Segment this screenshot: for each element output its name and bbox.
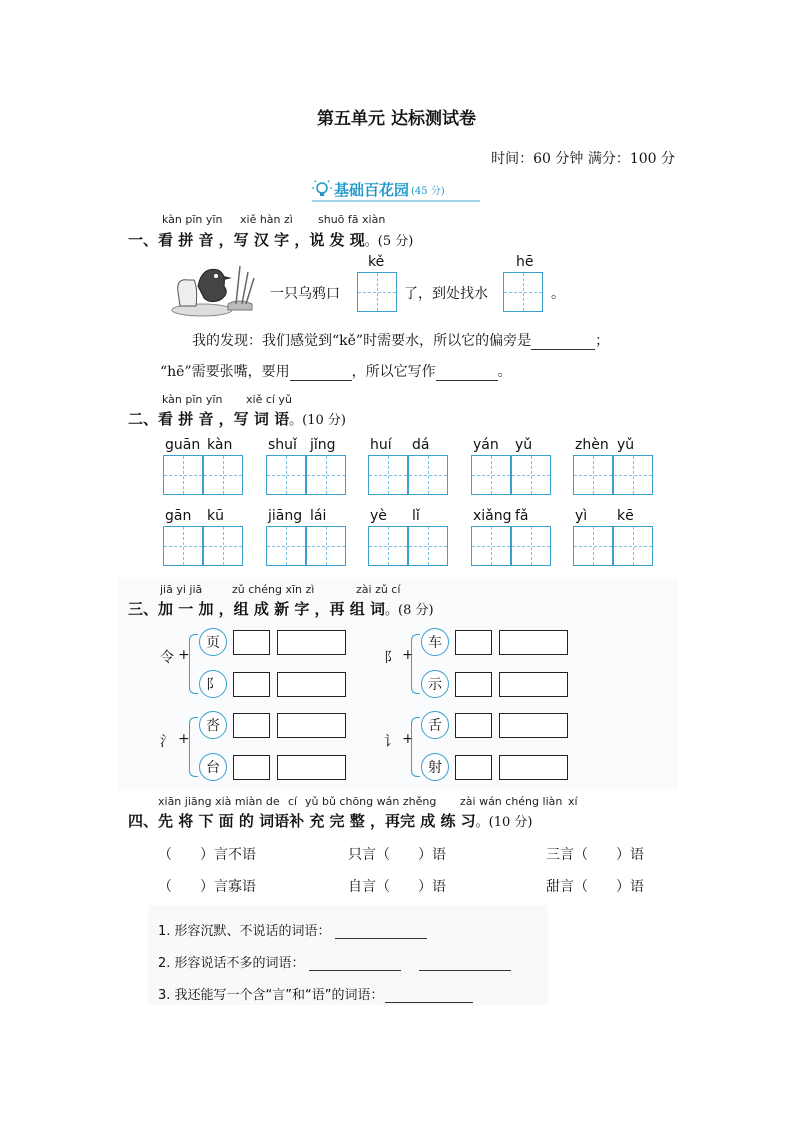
q4-idiom-2[interactable]: 只言（ ）语 bbox=[348, 847, 446, 863]
q2-pinyin-syllable: dá bbox=[412, 437, 430, 453]
q4-sub-2-blank-1[interactable] bbox=[309, 958, 401, 971]
q3-part-circle: 射 bbox=[421, 753, 449, 781]
q2-heading bbox=[128, 408, 346, 429]
q3-new-char-box[interactable] bbox=[233, 755, 270, 780]
q4-idiom-1[interactable]: （ ）言不语 bbox=[158, 847, 256, 863]
q1-discovery-1a: 我的发现：我们感觉到“kě”时需要水，所以它的偏旁是 bbox=[192, 333, 532, 349]
q3-part-circle: 舌 bbox=[421, 711, 449, 739]
banner-text: 基础百花园 bbox=[334, 180, 410, 199]
q1-discovery-2a: “hē”需要张嘴，要用 bbox=[160, 364, 290, 380]
q3-word-box[interactable] bbox=[499, 713, 568, 738]
q2-write-cell[interactable] bbox=[368, 455, 408, 495]
q1-label: 一、看 拼 音 ，写 汉 字 ，说 发 现 bbox=[128, 231, 365, 249]
q3-part-circle: 呇 bbox=[199, 711, 227, 739]
q3-word-box[interactable] bbox=[277, 672, 346, 697]
q3-heading bbox=[128, 598, 434, 619]
q2-write-cell[interactable] bbox=[613, 455, 653, 495]
q4-heading bbox=[128, 810, 533, 831]
q2-pinyin-syllable: jǐng bbox=[310, 437, 336, 453]
q3-part-circle: 阝 bbox=[199, 670, 227, 698]
q2-write-cell[interactable] bbox=[203, 455, 243, 495]
q4-sub-1 bbox=[158, 920, 427, 939]
q3-base-radical: 令 bbox=[160, 650, 174, 666]
q4-idiom-4[interactable]: （ ）言寡语 bbox=[158, 879, 256, 895]
q4-label: 四、先 将 下 面 的 词语补 充 完 整 ，再完 成 练 习 bbox=[128, 812, 476, 830]
q2-score: 。(10 分) bbox=[289, 413, 346, 428]
q2-pinyin-syllable: gān bbox=[165, 508, 192, 524]
q1-score: 。(5 分) bbox=[364, 234, 414, 249]
q3-word-box[interactable] bbox=[499, 755, 568, 780]
q3-plus-sign: + bbox=[178, 731, 190, 747]
crow-illustration bbox=[168, 258, 260, 320]
q4-sub-2-text: 2. 形容说话不多的词语： bbox=[158, 956, 305, 971]
q2-pinyin-syllable: zhèn bbox=[575, 437, 609, 453]
q2-write-cell[interactable] bbox=[266, 455, 306, 495]
banner-underline bbox=[312, 200, 480, 202]
q2-write-cell[interactable] bbox=[408, 526, 448, 566]
q3-plus-sign: + bbox=[402, 647, 414, 663]
q3-new-char-box[interactable] bbox=[233, 672, 270, 697]
q2-pinyin-syllable: kē bbox=[617, 508, 634, 524]
q3-new-char-box[interactable] bbox=[455, 630, 492, 655]
q3-new-char-box[interactable] bbox=[233, 713, 270, 738]
q1-pinyin-he: hē bbox=[516, 254, 534, 270]
q3-word-box[interactable] bbox=[277, 630, 346, 655]
q3-new-char-box[interactable] bbox=[455, 672, 492, 697]
q4-pinyin-4: zài wán chéng liàn bbox=[460, 795, 563, 808]
q4-idiom-5[interactable]: 自言（ ）语 bbox=[348, 879, 446, 895]
q1-sentence-a: 一只乌鸦口 bbox=[270, 286, 340, 302]
q2-pinyin-syllable: jiāng bbox=[268, 508, 303, 524]
q4-sub-1-blank[interactable] bbox=[335, 926, 427, 939]
q2-pinyin-syllable: yǔ bbox=[617, 437, 635, 453]
page-title: 第五单元 达标测试卷 bbox=[317, 109, 476, 129]
q2-write-cell[interactable] bbox=[163, 455, 203, 495]
q2-write-cell[interactable] bbox=[306, 455, 346, 495]
q4-idiom-3[interactable]: 三言（ ）语 bbox=[546, 847, 644, 863]
q2-pinyin-1: kàn pīn yīn bbox=[162, 393, 223, 406]
q2-pinyin-syllable: lǐ bbox=[412, 508, 420, 524]
q1-sentence-end: 。 bbox=[551, 286, 565, 302]
q2-pinyin-syllable: guān bbox=[165, 437, 201, 453]
q2-write-cell[interactable] bbox=[266, 526, 306, 566]
q3-base-radical: 氵 bbox=[160, 734, 174, 750]
q3-part-circle: 页 bbox=[199, 628, 227, 656]
q4-sub-1-text: 1. 形容沉默、不说话的词语： bbox=[158, 924, 331, 939]
q3-base-radical: 阝 bbox=[384, 650, 398, 666]
q3-brace bbox=[411, 634, 420, 694]
q3-brace bbox=[189, 634, 198, 694]
q4-sub-2 bbox=[158, 952, 511, 971]
q1-blank-radical[interactable] bbox=[531, 335, 595, 350]
q1-cell-he[interactable] bbox=[503, 272, 543, 312]
q2-write-cell[interactable] bbox=[203, 526, 243, 566]
q3-part-circle: 示 bbox=[421, 670, 449, 698]
q2-write-cell[interactable] bbox=[573, 455, 613, 495]
q2-write-cell[interactable] bbox=[368, 526, 408, 566]
q2-write-cell[interactable] bbox=[306, 526, 346, 566]
q1-blank-written[interactable] bbox=[436, 366, 498, 381]
q4-sub-3-blank[interactable] bbox=[385, 990, 473, 1003]
q1-pinyin-2: xiě hàn zì bbox=[240, 213, 293, 226]
q2-pinyin-syllable: shuǐ bbox=[268, 437, 297, 453]
q4-sub-3-text: 3. 我还能写一个含“言”和“语”的词语： bbox=[158, 988, 384, 1003]
q3-new-char-box[interactable] bbox=[233, 630, 270, 655]
q3-pinyin-1: jiā yi jiā bbox=[160, 583, 203, 596]
q3-new-char-box[interactable] bbox=[455, 755, 492, 780]
q2-pinyin-syllable: yǔ bbox=[515, 437, 533, 453]
q2-write-cell[interactable] bbox=[408, 455, 448, 495]
q4-pinyin-1: xiān jiāng xià miàn de bbox=[158, 795, 280, 808]
q2-pinyin-syllable: fǎ bbox=[515, 508, 529, 524]
q2-label: 二、看 拼 音 ，写 词 语 bbox=[128, 410, 290, 428]
q3-part-circle: 车 bbox=[421, 628, 449, 656]
q3-score: 。(8 分) bbox=[385, 603, 434, 618]
q1-cell-ke[interactable] bbox=[357, 272, 397, 312]
q1-discovery-2c: 。 bbox=[497, 364, 512, 380]
q2-pinyin-syllable: kū bbox=[207, 508, 224, 524]
q2-pinyin-syllable: yì bbox=[575, 508, 588, 524]
q1-discovery-1b: ； bbox=[595, 333, 610, 349]
q2-write-cell[interactable] bbox=[613, 526, 653, 566]
q3-base-radical: 讠 bbox=[384, 734, 398, 750]
q2-write-cell[interactable] bbox=[471, 526, 511, 566]
q3-word-box[interactable] bbox=[277, 755, 346, 780]
q1-discovery-2b: ，所以它写作 bbox=[351, 364, 436, 380]
section-banner bbox=[312, 178, 445, 200]
q3-plus-sign: + bbox=[402, 731, 414, 747]
q3-plus-sign: + bbox=[178, 647, 190, 663]
q4-pinyin-3: yǔ bǔ chōng wán zhěng bbox=[305, 795, 437, 808]
q2-pinyin-2: xiě cí yǔ bbox=[246, 393, 292, 406]
q3-pinyin-3: zài zǔ cí bbox=[356, 583, 401, 596]
q3-word-box[interactable] bbox=[499, 630, 568, 655]
q3-brace bbox=[411, 717, 420, 777]
banner-score: (45 分) bbox=[411, 185, 445, 197]
q1-pinyin-ke: kě bbox=[368, 254, 385, 270]
q2-write-cell[interactable] bbox=[163, 526, 203, 566]
lightbulb-icon bbox=[312, 179, 332, 199]
q3-new-char-box[interactable] bbox=[455, 713, 492, 738]
q4-pinyin-2: cí bbox=[288, 795, 298, 808]
q1-discovery-line1 bbox=[192, 330, 609, 350]
q2-pinyin-syllable: yán bbox=[473, 437, 499, 453]
q1-pinyin-1: kàn pīn yīn bbox=[162, 213, 223, 226]
q4-sub-2-blank-2[interactable] bbox=[419, 958, 511, 971]
q2-pinyin-syllable: xiǎng bbox=[473, 508, 512, 524]
q4-score: 。(10 分) bbox=[475, 815, 533, 830]
q2-write-cell[interactable] bbox=[471, 455, 511, 495]
q2-write-cell[interactable] bbox=[573, 526, 613, 566]
time-info: 时间：60 分钟 满分：100 分 bbox=[491, 151, 675, 167]
q3-word-box[interactable] bbox=[499, 672, 568, 697]
q1-heading bbox=[128, 229, 413, 250]
q2-write-cell[interactable] bbox=[511, 455, 551, 495]
q3-part-circle: 台 bbox=[199, 753, 227, 781]
q4-sub-3 bbox=[158, 984, 473, 1003]
q2-pinyin-syllable: huí bbox=[370, 437, 392, 453]
q1-blank-mouth[interactable] bbox=[290, 366, 352, 381]
q2-pinyin-syllable: kàn bbox=[207, 437, 233, 453]
q1-pinyin-3: shuō fā xiàn bbox=[318, 213, 386, 226]
q1-discovery-line2 bbox=[160, 361, 512, 381]
q2-write-cell[interactable] bbox=[511, 526, 551, 566]
q3-brace bbox=[189, 717, 198, 777]
q2-pinyin-syllable: lái bbox=[310, 508, 327, 524]
q4-pinyin-5: xí bbox=[568, 795, 578, 808]
q4-idiom-6[interactable]: 甜言（ ）语 bbox=[546, 879, 644, 895]
q3-word-box[interactable] bbox=[277, 713, 346, 738]
q1-sentence-b: 了，到处找水 bbox=[404, 286, 488, 302]
q3-label: 三、加 一 加 ，组 成 新 字 ，再 组 词 bbox=[128, 600, 386, 618]
q2-pinyin-syllable: yè bbox=[370, 508, 387, 524]
q3-pinyin-2: zǔ chéng xīn zì bbox=[232, 583, 315, 596]
